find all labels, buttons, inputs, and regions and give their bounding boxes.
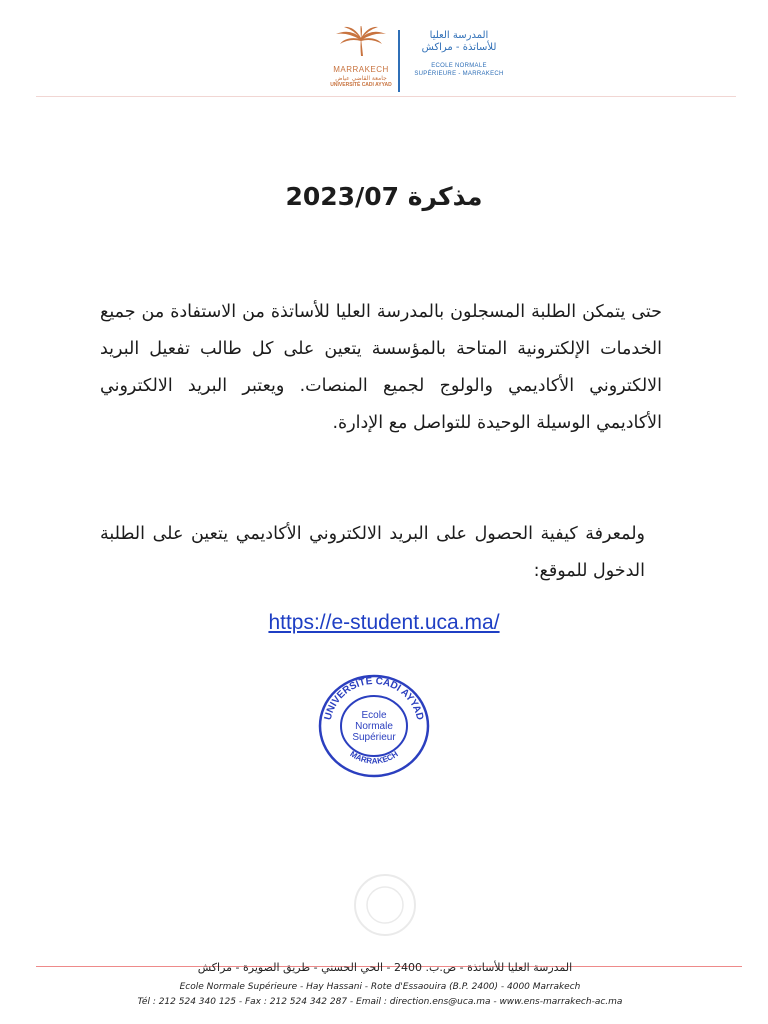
school-name-ar-line2: للأساتذة - مراكش (421, 42, 497, 53)
header-rule (36, 96, 736, 97)
palm-tree-icon (332, 26, 390, 60)
svg-text:MARRAKECH (348, 749, 399, 765)
footer-contact: Tél : 212 524 340 125 - Fax : 212 524 342 287 - Email : direction.ens@uca.ma - www.ens-marrakech-ac.ma (137, 997, 623, 1007)
logo-university-fr: UNIVERSITÉ CADI AYYAD (330, 82, 392, 88)
memo-title: مذكرة 2023/07 (285, 182, 483, 211)
logo-divider (398, 30, 400, 92)
footer-address-ar: المدرسة العليا للأساتذة - ص.ب. 2400 - الحي الحسني - طريق الصويرة - مراكش (197, 961, 573, 974)
stamp-center-3: Supérieur (352, 732, 396, 743)
logo-university-ar: جامعة القاضي عياض (335, 75, 387, 82)
e-student-link[interactable]: https://e-student.uca.ma/ (268, 611, 500, 634)
memo-paragraph-1: حتى يتمكن الطلبة المسجلون بالمدرسة العليا للأساتذة من الاستفادة من جميع الخدمات الإلكترونية المتاحة بالمؤسسة يتعين على كل طالب تفعيل البريد الالكتروني الأكاديمي والولوج لجميع المنصات. ويعتبر البريد الالكتروني الأكاديمي الوسيلة الوحيدة للتواصل مع الإدارة. (100, 302, 662, 433)
stamp-ring-bottom: MARRAKECH (348, 749, 400, 766)
school-name-fr-line1: ECOLE NORMALE (431, 63, 487, 69)
logo-city-text: MARRAKECH (333, 65, 389, 74)
school-name-fr-line2: SUPÉRIEURE - MARRAKECH (414, 71, 504, 77)
footer-address-fr: Ecole Normale Supérieure - Hay Hassani - Rote d'Essaouira (B.P. 2400) - 4000 Marrakech (179, 982, 581, 992)
memo-paragraph-2: ولمعرفة كيفية الحصول على البريد الالكتروني الأكاديمي يتعين على الطلبة الدخول للموقع: (100, 524, 645, 581)
stamp-ring-top: UNIVERSITÉ CADI AYYAD (322, 675, 426, 722)
letterhead (320, 26, 520, 96)
stamp-center-1: Ecole (361, 710, 387, 721)
school-name-block (404, 30, 514, 78)
school-stamp (314, 670, 434, 782)
university-logo (326, 26, 396, 94)
stamp-center-2: Normale (355, 721, 393, 732)
faint-watermark-icon (352, 872, 418, 938)
school-name-ar-line1: المدرسة العليا (429, 30, 489, 41)
link-container (0, 611, 768, 635)
